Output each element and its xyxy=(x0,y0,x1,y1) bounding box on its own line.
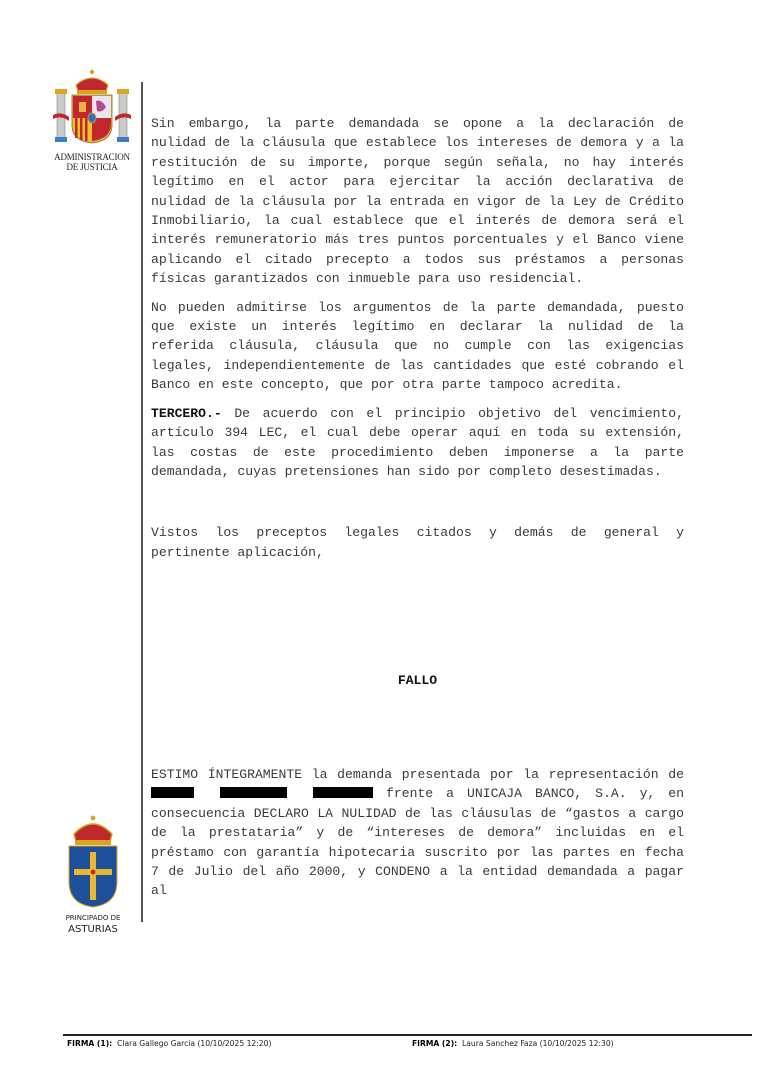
paragraph-estimo xyxy=(151,765,684,901)
paragraph-opposition: Sin embargo, la parte demandada se opone a la declaración de nulidad de la cláusula que establece los intereses de demora y a la restitución de su importe, porque según señala, no hay interés legítimo en el actor para ejercitar la acción declarativa de nulidad de la cláusula por la entrada en vigor de la Ley de Crédito Inmobiliario, la cual establece que el interés de demora será el interés remuneratorio más tres puntos porcentuales y el Banco viene aplicando el citado precepto a todos sus préstamos a personas físicas garantizados con inmueble para uso residencial. xyxy=(151,116,684,287)
paragraph-rejection: No pueden admitirse los argumentos de la parte demandada, puesto que existe un interés legítimo en declarar la nulidad de la referida cláusula, cláusula que no cumple con las exigencias legales, independientemente de las cantidades que esté cobrando el Banco en este concepto, que por otra parte tampoco acredita. xyxy=(151,299,684,393)
paragraph-tercero xyxy=(151,404,684,482)
tercero-label: TERCERO.- xyxy=(151,405,222,421)
paragraph-vistos: Vistos los preceptos legales citados y demás de general y pertinente aplicación, xyxy=(151,525,684,560)
tercero-text: De acuerdo con el principio objetivo del vencimiento, artículo 394 LEC, el cual debe operar aquí en toda su extensión, las costas de este procedimiento deben imponerse a la parte demandada, cuyas pretensiones han sido por completo desestimadas. xyxy=(151,405,684,479)
redacted-name-2 xyxy=(220,787,287,798)
redacted-name-3 xyxy=(313,787,373,798)
signature-2-value: Laura Sanchez Faza (10/10/2025 12:30) xyxy=(462,1039,614,1048)
footer-rule xyxy=(63,1034,752,1036)
signature-2 xyxy=(412,1039,614,1048)
asturias-caption-line1: PRINCIPADO DE xyxy=(65,914,121,922)
administracion-caption-line2: DE JUSTICIA xyxy=(66,162,118,172)
asturias-coat-of-arms-icon xyxy=(62,812,124,908)
signature-1 xyxy=(67,1039,271,1048)
principado-asturias-logo xyxy=(62,812,124,934)
document-body xyxy=(151,114,684,562)
administracion-justicia-logo xyxy=(52,67,132,171)
estimo-text-start: ESTIMO ÍNTEGRAMENTE la demanda presentada por la representación de xyxy=(151,767,684,782)
administracion-caption-line1: ADMINISTRACION xyxy=(54,152,130,162)
signature-1-value: Clara Gallego Garcia (10/10/2025 12:20) xyxy=(117,1039,272,1048)
redacted-name-1 xyxy=(151,787,194,798)
spain-coat-of-arms-icon xyxy=(52,67,132,147)
margin-rule xyxy=(141,82,143,922)
fallo-body xyxy=(151,765,684,901)
signature-1-label: FIRMA (1): xyxy=(67,1039,113,1048)
signature-2-label: FIRMA (2): xyxy=(412,1039,458,1048)
fallo-heading: FALLO xyxy=(397,673,438,688)
asturias-caption-line2: ASTURIAS xyxy=(68,924,118,935)
estimo-text-end: frente a UNICAJA BANCO, S.A. y, en consecuencia DECLARO LA NULIDAD de las cláusulas de “gastos a cargo de la prestataria” y de “intereses de demora” incluidas en el préstamo con garantía hipotecaria suscrito por las partes en fecha 7 de Julio del año 2000, y CONDENO a la entidad demandada a pagar al xyxy=(151,786,684,899)
